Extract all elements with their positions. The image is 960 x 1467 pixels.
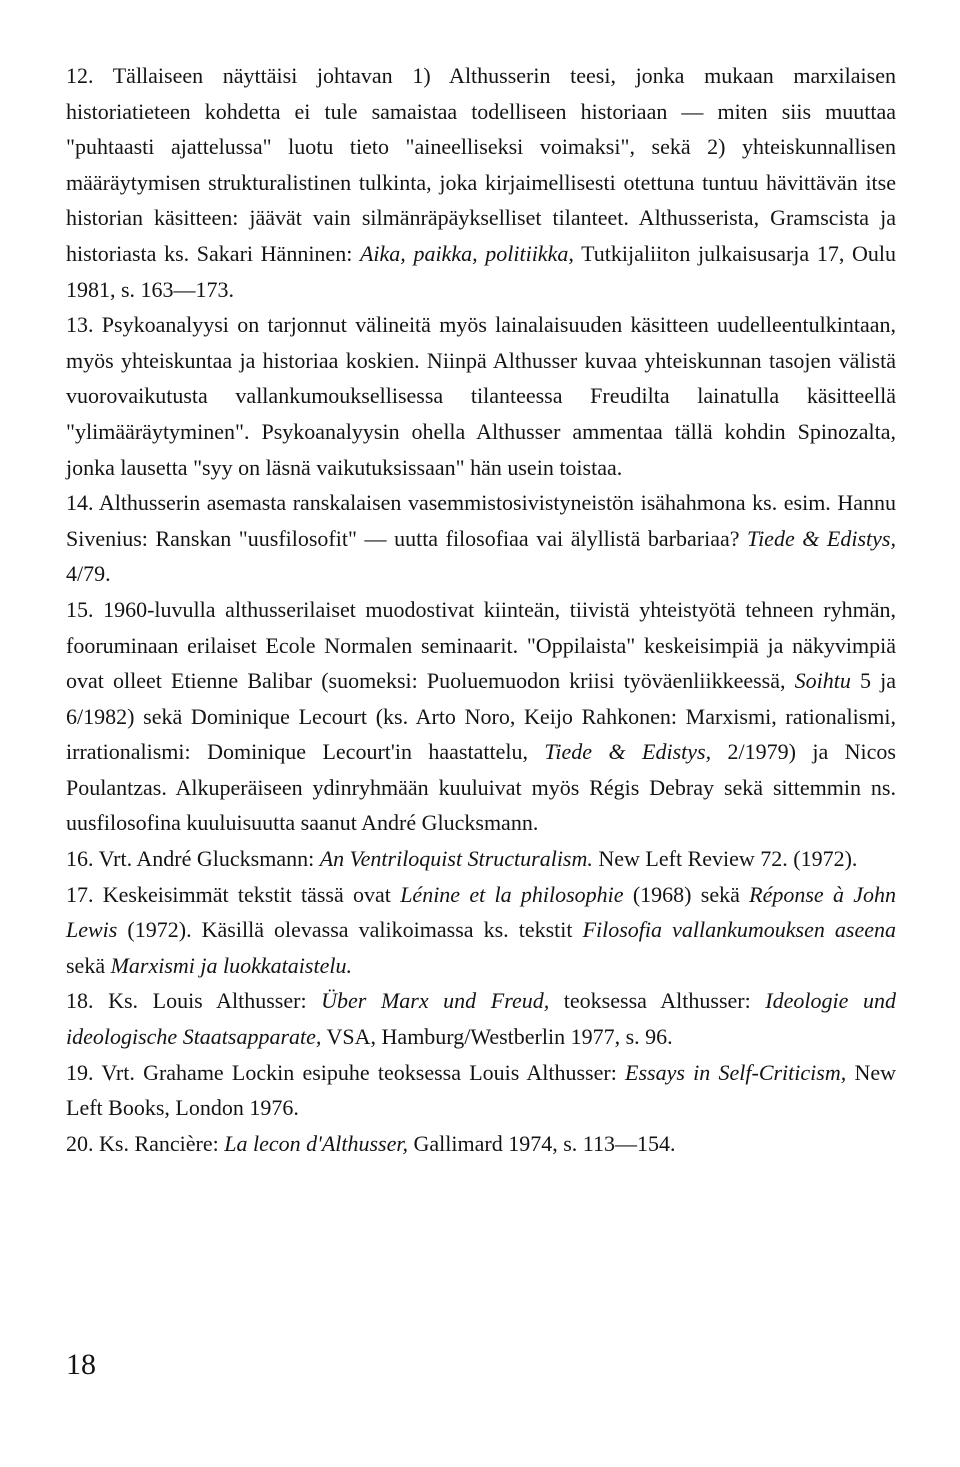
footnote-text xyxy=(66,1060,896,1121)
footnote xyxy=(66,841,896,877)
footnote-text-segment: Tällaiseen näyttäisi johtavan 1) Althusserin teesi, jonka mukaan marxilaisen historiatieteen kohdetta ei tule samaistaa todelliseen historiaan — miten siis muuttaa "puhtaasti ajattelussa" luotu tieto "aineelliseksi voimaksi", sekä 2) yhteiskunnallisen määräytymisen strukturalistinen tulkinta, joka kirjaimellisesti otettuna tuntuu hävittävän itse historian käsitteen: jäävät vain silmänräpäykselliset tilanteet. Althusserista, Gramscista ja historiasta ks. Sakari Hänninen: xyxy=(66,63,896,266)
footnote-text-segment: (1972). Käsillä olevassa valikoimassa ks. tekstit xyxy=(117,917,583,943)
footnote-italic-title: Tiede & Edistys, xyxy=(544,739,712,765)
footnote-number: 19. xyxy=(66,1059,94,1085)
footnote-text-segment: Keskeisimmät tekstit tässä ovat xyxy=(102,881,401,907)
page-number: 18 xyxy=(66,1348,96,1381)
footnote-text xyxy=(66,312,896,479)
footnote-number: 12. xyxy=(66,63,94,88)
footnote-italic-title: Essays in Self-Criticism, xyxy=(625,1059,847,1085)
footnote-text xyxy=(99,1131,675,1156)
footnote-text-segment: New Left Review 72. (1972). xyxy=(592,846,858,872)
footnote-text xyxy=(66,597,896,836)
footnote-number: 17. xyxy=(66,881,94,907)
footnote-text xyxy=(66,882,896,978)
footnote-text-segment: VSA, Hamburg/Westberlin 1977, s. 96. xyxy=(321,1024,673,1050)
footnote-number: 16. xyxy=(66,846,94,872)
footnote-text-segment: New Left Books, London 1976. xyxy=(66,1059,897,1121)
footnote-italic-title: Lénine et la philosophie xyxy=(400,881,624,907)
footnote-text-segment: Vrt. André Glucksmann: xyxy=(98,846,320,872)
footnote-text-segment: teoksessa Althusser: xyxy=(549,988,766,1014)
footnote-number: 14. xyxy=(66,490,94,516)
footnote-text-segment: 5 ja 6/1982) sekä Dominique Lecourt (ks. Arto Noro, Keijo Rahkonen: Marxismi, rationalismi, irrationalismi: Dominique Lecourt'in haastattelu, xyxy=(66,668,896,765)
footnote-text xyxy=(66,490,896,586)
footnote xyxy=(66,877,896,984)
footnote xyxy=(66,1055,896,1126)
footnote-italic-title: Ideologie und ideologische Staatsapparate, xyxy=(66,988,896,1050)
footnote-text-segment: 2/1979) ja Nicos Poulantzas. Alkuperäiseen ydinryhmään kuuluivat myös Régis Debray sekä sittemmin ns. uusfilosofina kuuluisuutta saanut André Glucksmann. xyxy=(66,739,896,836)
footnote-italic-title: Tiede & Edistys, xyxy=(747,525,896,551)
footnote-text-segment: Ks. Louis Althusser: xyxy=(108,988,322,1014)
footnote-italic-title: Filosofia vallankumouksen aseena xyxy=(582,917,896,943)
footnote-italic-title: Über Marx und Freud, xyxy=(321,988,550,1014)
footnote-text xyxy=(66,988,896,1049)
footnote-number: 20. xyxy=(66,1130,94,1156)
footnote-text-segment: 1960-luvulla althusserilaiset muodostivat kiinteän, tiivistä yhteistyötä tehneen ryhmän, fooruminaan erilaiset Ecole Normalen seminaarit. "Oppilaista" keskeisimpiä ja näkyvimpiä ovat olleet Etienne Balibar (suomeksi: Puoluemuodon kriisi työväenliikkeessä, xyxy=(66,596,897,694)
footnote xyxy=(66,983,896,1054)
footnote-text-segment: Ks. Rancière: xyxy=(99,1130,225,1156)
footnote-italic-title: Marxismi ja luokkataistelu. xyxy=(110,952,352,978)
footnote-number: 13. xyxy=(66,312,94,338)
footnote-italic-title: La lecon d'Althusser, xyxy=(224,1130,408,1156)
footnote xyxy=(66,592,896,841)
footnote-italic-title: An Ventriloquist Structuralism. xyxy=(319,846,593,872)
footnote-text-segment: sekä xyxy=(66,952,111,978)
footnote-text xyxy=(99,846,858,871)
footnote xyxy=(66,485,896,592)
footnote-number: 18. xyxy=(66,988,94,1014)
footnote xyxy=(66,1126,896,1162)
footnote-text-segment: Althusserin asemasta ranskalaisen vasemmistosivistyneistön isähahmona ks. esim. Hannu Sivenius: Ranskan "uusfilosofit" — uutta filosofiaa vai älyllistä barbariaa? xyxy=(66,490,896,551)
footnote-text-segment: Tutkijaliiton julkaisusarja 17, Oulu 1981, s. 163—173. xyxy=(66,240,896,302)
footnote-text xyxy=(66,63,896,302)
footnote-italic-title: Soihtu xyxy=(794,668,851,694)
footnote xyxy=(66,58,896,307)
footnote xyxy=(66,307,896,485)
footnote-text-segment: Gallimard 1974, s. 113—154. xyxy=(408,1130,676,1156)
footnote-number: 15. xyxy=(66,596,94,622)
footnote-text-segment: Vrt. Grahame Lockin esipuhe teoksessa Louis Althusser: xyxy=(101,1059,626,1085)
footnote-text-segment: (1968) sekä xyxy=(623,881,750,907)
footnotes-list xyxy=(66,58,896,1161)
footnote-italic-title: Aika, paikka, politiikka, xyxy=(359,240,574,266)
footnote-text-segment: 4/79. xyxy=(66,561,111,587)
footnote-italic-title: Réponse à John Lewis xyxy=(66,881,897,943)
footnote-text-segment: Psykoanalyysi on tarjonnut välineitä myös lainalaisuuden käsitteen uudelleentulkintaan, myös yhteiskuntaa ja historiaa koskien. Niinpä Althusser kuvaa yhteiskunnan tasojen välistä vuorovaikutusta vallankumouksellisessa tilanteessa Freudilta lainatulla käsitteellä "ylimääräytyminen". Psykoanalyysin ohella Althusser ammentaa tällä kohdin Spinozalta, jonka lausetta "syy on läsnä vaikutuksissaan" hän usein toistaa. xyxy=(66,312,897,480)
